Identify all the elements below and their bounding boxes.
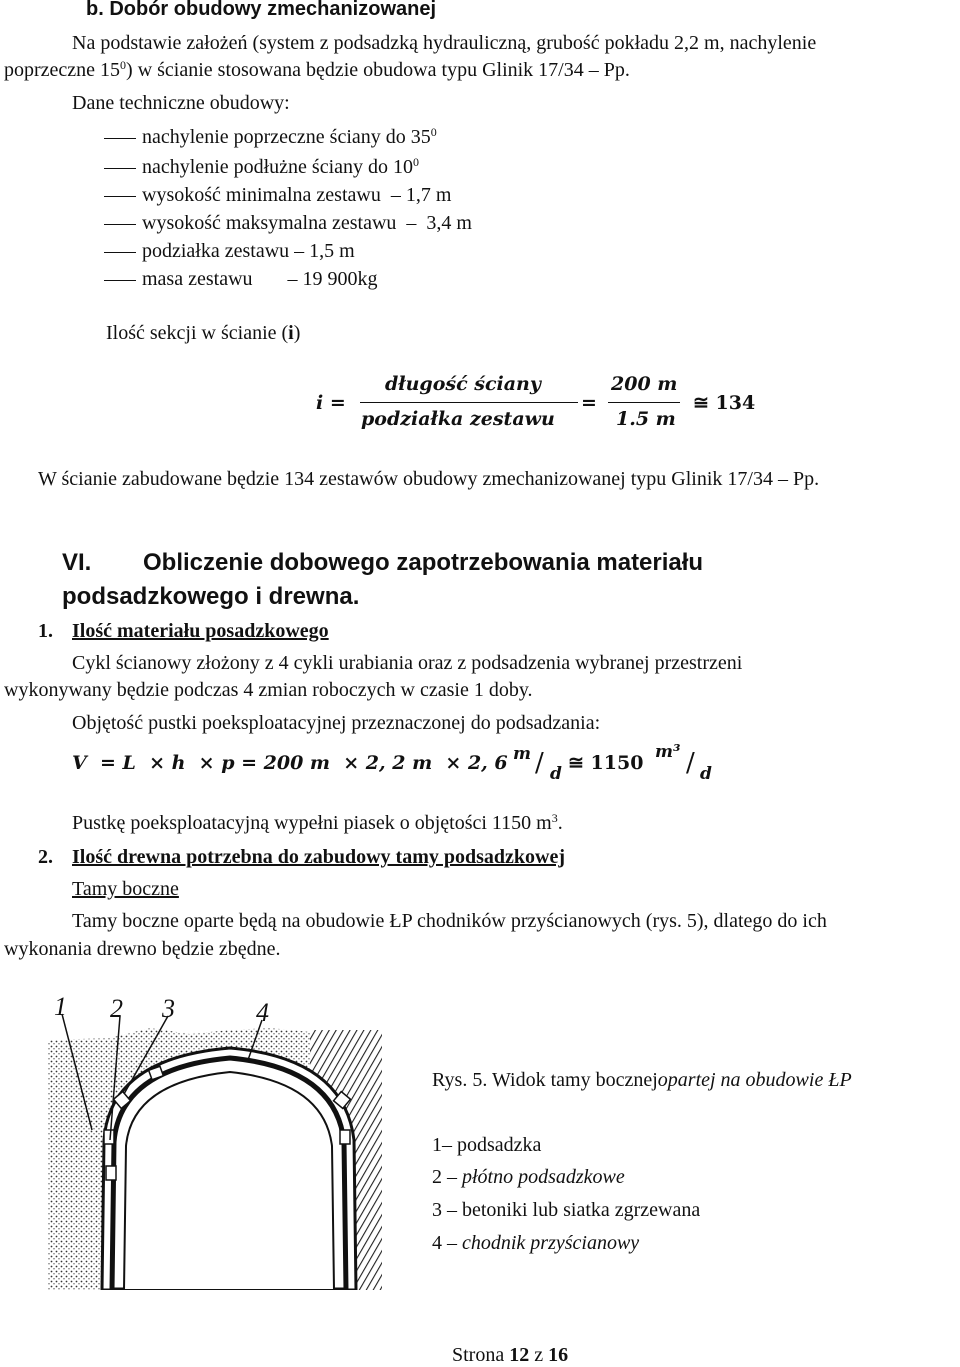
tunnel-figure (40, 990, 410, 1290)
dash-bullet (104, 196, 136, 197)
legend-sep: – (442, 1134, 457, 1156)
caption-text: Rys. 5. Widok tamy bocznej (432, 1069, 658, 1091)
slash: / (535, 748, 544, 778)
legend-text: płótno podsadzkowe (462, 1166, 625, 1188)
footer-mid: z (529, 1344, 549, 1366)
tamy-line-1: Tamy boczne oparte będą na obudowie ŁP chodników przyścianowych (rys. 5), dlatego do ich (72, 910, 827, 932)
dash-bullet (104, 252, 136, 253)
legend-item-3 (432, 1199, 700, 1222)
section-b-heading: b. Dobór obudowy zmechanizowanej (86, 0, 437, 20)
spec-text: nachylenie poprzeczne ściany do 35 (142, 126, 431, 148)
degree-sup: 0 (430, 125, 437, 139)
formula-v-frac-den: d (550, 764, 562, 784)
legend-sep: – (442, 1199, 462, 1221)
tamy-line-2: wykonania drewno będzie zbędne. (4, 938, 281, 960)
fraction-bar (360, 402, 578, 403)
spec-text: wysokość maksymalna zestawu – 3,4 m (142, 212, 472, 234)
legend-num: 3 (432, 1199, 442, 1221)
spec-text: wysokość minimalna zestawu – 1,7 m (142, 184, 452, 206)
formula-i-equals: = (581, 392, 597, 414)
formula-v-approx: ≅ 1150 (568, 752, 644, 774)
fraction-bar (608, 402, 680, 403)
spec-item (104, 156, 419, 179)
item-1-title: Ilość materiału posadzkowego (72, 620, 329, 642)
page-total: 16 (548, 1344, 569, 1366)
spec-text: masa zestawu – 19 900kg (142, 268, 378, 290)
legend-item-4 (432, 1232, 639, 1255)
volume-label: Objętość pustki poeksploatacyjnej przeznaczonej do podsadzania: (72, 712, 601, 734)
para-1-line-2: wykonywany będzie podczas 4 zmian roboczych w czasie 1 doby. (4, 679, 533, 701)
label-close: ) (293, 322, 301, 344)
dash-bullet (104, 138, 136, 139)
page-number: 12 (509, 1344, 530, 1366)
section-vi-heading-line-1: Obliczenie dobowego zapotrzebowania materiału (143, 549, 704, 576)
spec-item (104, 240, 355, 263)
dash-bullet (104, 168, 136, 169)
item-1-number: 1. (38, 620, 53, 642)
cubic-sup: 3 (551, 811, 558, 825)
formula-v-frac-num: m (513, 744, 531, 764)
tunnel-drawing (40, 990, 410, 1290)
spec-text: podziałka zestawu – 1,5 m (142, 240, 355, 262)
formula-i-lhs: i = (316, 392, 346, 414)
formula-i-denominator-2: 1.5 m (616, 408, 676, 430)
spec-item (104, 184, 451, 207)
legend-num: 4 (432, 1232, 442, 1254)
fill-text-end: . (557, 812, 563, 834)
dash-bullet (104, 280, 136, 281)
sections-label (106, 322, 300, 345)
degree-sup: 0 (120, 58, 127, 72)
item-2-number: 2. (38, 846, 53, 868)
legend-item-1 (432, 1134, 541, 1157)
callout-1: 1 (54, 992, 67, 1021)
para-1-line-1: Cykl ścianowy złożony z 4 cykli urabiania oraz z podsadzenia wybranej przestrzeni (72, 652, 743, 674)
intro-line-1: Na podstawie założeń (system z podsadzką hydrauliczną, grubość pokładu 2,2 m, nachylenie (72, 32, 817, 54)
arch-inner (124, 1072, 334, 1290)
spec-item (104, 268, 378, 291)
spec-item (104, 126, 437, 149)
intro-text: poprzeczne 15 (4, 59, 121, 81)
label-text: Ilość sekcji w ścianie ( (106, 322, 289, 344)
footer-prefix: Strona (452, 1344, 510, 1366)
formula-i-numerator: długość ściany (385, 373, 541, 395)
callout-3: 3 (162, 994, 175, 1023)
degree-sup: 0 (413, 155, 420, 169)
formula-i-numerator-2: 200 m (611, 373, 678, 395)
legend-text: betoniki lub siatka zgrzewana (462, 1199, 701, 1221)
formula-v-unit-den: d (700, 764, 712, 784)
tech-data-header: Dane techniczne obudowy: (72, 92, 290, 114)
legend-text: podsadzka (457, 1134, 542, 1156)
callout-4: 4 (256, 998, 269, 1027)
page-footer (452, 1344, 568, 1367)
intro-line-2 (4, 59, 630, 82)
formula-v: V = L × h × p = 200 m × 2, 2 m × 2, 6 (72, 752, 508, 774)
slash: / (686, 748, 695, 778)
spec-text: nachylenie podłużne ściany do 10 (142, 156, 414, 178)
caption-italic: opartej na obudowie ŁP (657, 1069, 852, 1091)
spec-item (104, 212, 472, 235)
legend-sep: – (442, 1232, 462, 1254)
section-vi-heading-line-2: podsadzkowego i drewna. (62, 583, 360, 610)
legend-num: 2 (432, 1166, 442, 1188)
conclusion-text: W ścianie zabudowane będzie 134 zestawów obudowy zmechanizowanej typu Glinik 17/34 – Pp. (38, 468, 820, 490)
dash-bullet (104, 224, 136, 225)
section-vi-number: VI. (62, 549, 92, 576)
legend-num: 1 (432, 1134, 442, 1156)
fill-text (72, 812, 563, 835)
tamy-title: Tamy boczne (72, 878, 179, 900)
formula-i-denominator: podziałka zestawu (361, 408, 555, 430)
intro-text-end: ) w ścianie stosowana będzie obudowa typu Glinik 17/34 – Pp. (126, 59, 630, 81)
fill-text-main: Pustkę poeksploatacyjną wypełni piasek o objętości 1150 m (72, 812, 552, 834)
formula-i-result: ≅ 134 (693, 392, 756, 414)
callout-2: 2 (110, 994, 123, 1023)
legend-item-2 (432, 1166, 625, 1189)
legend-sep: – (442, 1166, 462, 1188)
formula-v-unit-num: m³ (655, 742, 681, 762)
item-2-title: Ilość drewna potrzebna do zabudowy tamy podsadzkowej (72, 846, 566, 868)
figure-caption (432, 1069, 852, 1092)
var-i: i (288, 322, 294, 344)
legend-text: chodnik przyścianowy (462, 1232, 640, 1254)
